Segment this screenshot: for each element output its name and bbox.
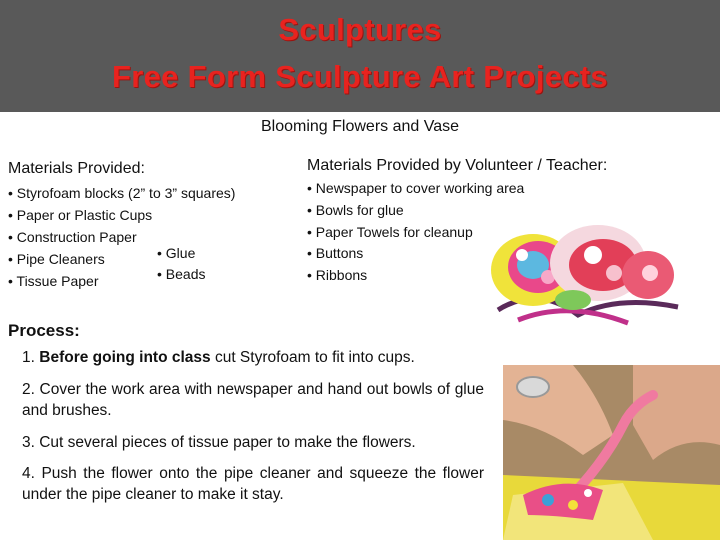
- slide-subtitle-heading: Free Form Sculpture Art Projects: [112, 59, 608, 94]
- hands-illustration: [503, 365, 720, 540]
- list-item: • Pipe Cleaners: [8, 251, 105, 267]
- list-item: • Paper Towels for cleanup: [307, 224, 473, 240]
- step-emphasis: Before going into class: [39, 349, 211, 366]
- list-item: • Buttons: [307, 245, 364, 261]
- process-heading: Process:: [8, 321, 80, 340]
- list-item: • Ribbons: [307, 267, 368, 283]
- list-item: • Tissue Paper: [8, 273, 99, 289]
- materials-provided-heading: Materials Provided:: [8, 160, 145, 177]
- hands-photo: [503, 365, 720, 540]
- title-banner: [0, 0, 720, 112]
- list-item: • Paper or Plastic Cups: [8, 207, 153, 223]
- project-name: Blooming Flowers and Vase: [260, 118, 460, 135]
- list-item: • Newspaper to cover working area: [307, 180, 525, 196]
- step-number: 1.: [22, 349, 35, 366]
- slide-title: Sculptures: [278, 12, 442, 47]
- process-step-3: 3. Cut several pieces of tissue paper to make the flowers.: [22, 434, 416, 451]
- volunteer-materials-heading: Materials Provided by Volunteer / Teacher:: [307, 157, 608, 174]
- process-step-1: [22, 347, 484, 368]
- flowers-illustration: [478, 215, 686, 331]
- list-item: • Bowls for glue: [307, 202, 404, 218]
- process-step-2: 2. Cover the work area with newspaper and hand out bowls of glue and brushes.: [22, 381, 484, 419]
- list-item: • Styrofoam blocks (2” to 3” squares): [8, 185, 236, 201]
- process-step-4: 4. Push the flower onto the pipe cleaner and squeeze the flower under the pipe cleaner to make it stay.: [22, 465, 484, 503]
- list-item: • Glue: [157, 245, 196, 261]
- list-item: • Beads: [157, 266, 206, 282]
- step-text: cut Styrofoam to fit into cups.: [214, 349, 415, 366]
- list-item: • Construction Paper: [8, 229, 137, 245]
- flowers-photo: [478, 215, 686, 331]
